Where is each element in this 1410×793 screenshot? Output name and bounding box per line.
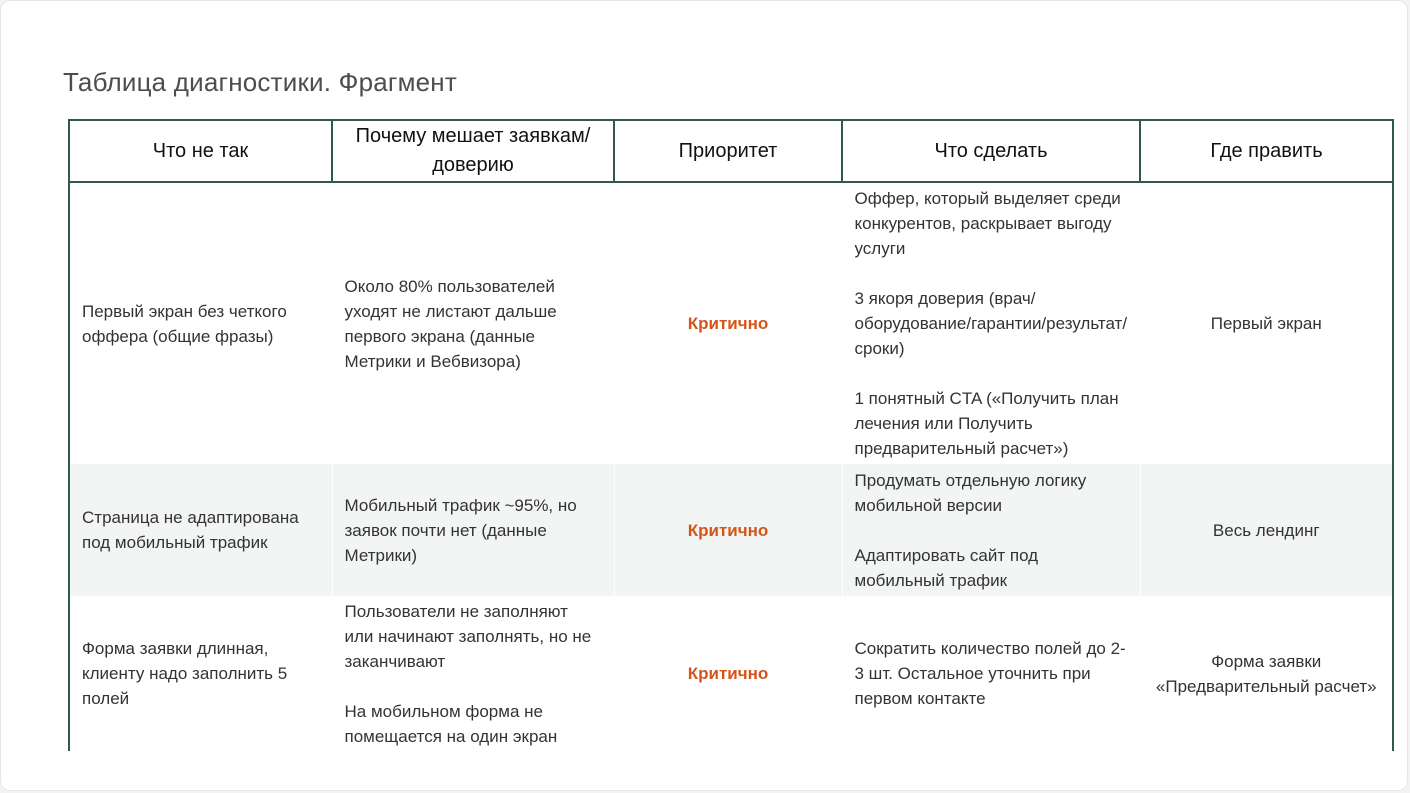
column-header-problem: Что не так [69, 120, 332, 182]
cell-problem: Страница не адаптирована под мобильный трафик [69, 464, 332, 596]
table-row [69, 182, 1393, 464]
cell-priority [614, 596, 842, 751]
cell-why-text: Около 80% пользователей уходят не листают дальше первого экрана (данные Метрики и Вебвизора) [344, 276, 557, 371]
cell-todo [842, 182, 1140, 464]
cell-problem: Форма заявки длинная, клиенту надо заполнить 5 полей [69, 596, 332, 751]
cell-todo [842, 464, 1140, 596]
cell-todo-text: Продумать отдельную логику мобильной версии [854, 470, 1087, 515]
table-header-row [69, 120, 1393, 182]
cell-problem: Первый экран без четкого оффера (общие фразы) [69, 182, 332, 464]
cell-todo-text: Оффер, который выделяет среди конкурентов, раскрывает выгоду услуги [854, 189, 1121, 258]
cell-todo-text: Адаптировать сайт под мобильный трафик [854, 545, 1039, 590]
cell-todo-text: Сократить количество полей до 2-3 шт. Остальное уточнить при первом контакте [854, 639, 1126, 708]
cell-where: Весь лендинг [1140, 464, 1393, 596]
cell-why [332, 596, 614, 751]
column-header-why: Почему мешает заявкам/доверию [332, 120, 614, 182]
cell-where: Первый экран [1140, 182, 1393, 464]
column-header-priority: Приоритет [614, 120, 842, 182]
diagnostics-table [68, 119, 1394, 751]
cell-why-text: Пользователи не заполняют или начинают заполнять, но не заканчивают [344, 601, 592, 671]
priority-badge: Критично [687, 520, 769, 540]
cell-why-text: Мобильный трафик ~95%, но заявок почти нет (данные Метрики) [344, 495, 577, 565]
cell-todo [842, 596, 1140, 751]
column-header-where: Где править [1140, 120, 1393, 182]
priority-badge: Критично [687, 664, 769, 683]
cell-where: Форма заявки «Предварительный расчет» [1140, 596, 1393, 751]
cell-priority [614, 182, 842, 464]
cell-priority [614, 464, 842, 596]
column-header-todo: Что сделать [842, 120, 1140, 182]
cell-todo-text: 1 понятный CTA («Получить план лечения или Получить предварительный расчет») [854, 389, 1119, 458]
cell-why [332, 464, 614, 596]
cell-why [332, 182, 614, 464]
cell-todo-text: 3 якоря доверия (врач/оборудование/гарантии/результат/сроки) [854, 289, 1128, 358]
diagnostics-table-wrap [68, 119, 1392, 751]
page-title: Таблица диагностики. Фрагмент [63, 67, 457, 97]
cell-why-text: На мобильном форма не помещается на один экран [344, 701, 558, 746]
table-row [69, 464, 1393, 596]
priority-badge: Критично [687, 314, 769, 333]
table-row [69, 596, 1393, 751]
